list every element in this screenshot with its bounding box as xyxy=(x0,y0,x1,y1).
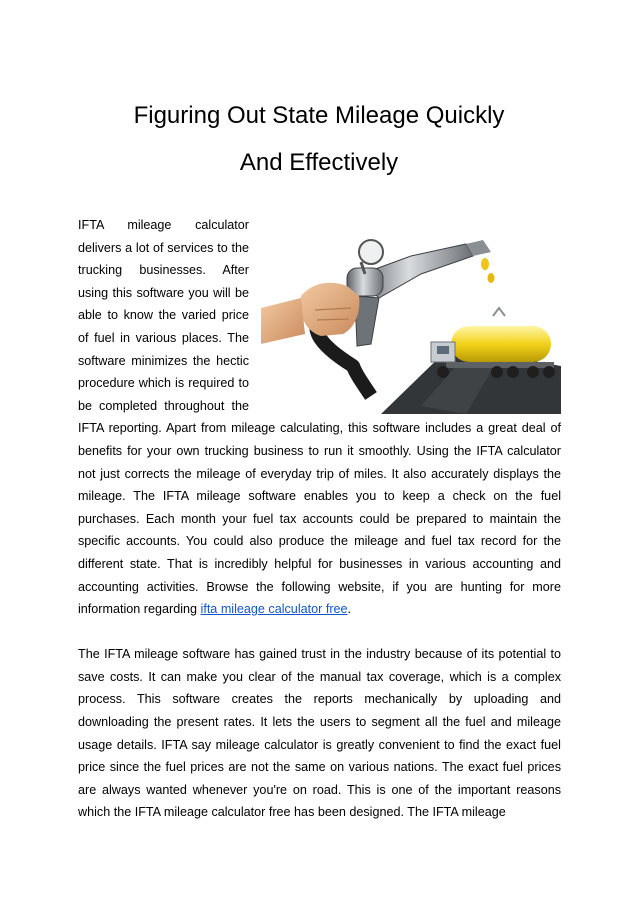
paragraph-1-text: IFTA mileage calculator delivers a lot of services to the trucking businesses. After using this software you will be able to know the varied price of fuel in various places. The software minimizes the hectic procedure which is required to be completed throughout the IFTA reporting. Apart from mileage calculating, this software includes a great deal of benefits for your own trucking business to run it smoothly. Using the IFTA calculator not just corrects the mileage of everyday trip of miles. It also accurately displays the mileage. The IFTA mileage software enables you to keep a check on the fuel purchases. Each month your fuel tax accounts could be prepared to maintain the specific accounts. You could also produce the mileage and fuel tax record for the different state. That is incredibly helpful for businesses in various accounting and accounting activities. Browse the following website, if you are hunting for more information regarding xyxy=(78,218,561,617)
ifta-mileage-calculator-link[interactable]: ifta mileage calculator free xyxy=(200,602,348,617)
fuel-nozzle-truck-image xyxy=(261,216,561,414)
paragraph-1-end: . xyxy=(347,602,352,617)
article-body xyxy=(78,214,561,824)
title-line-2: And Effectively xyxy=(239,149,399,176)
paragraph-2: The IFTA mileage software has gained trust in the industry because of its potential to save costs. It can make you clear of the manual tax coverage, which is a complex process. This software creates the reports mechanically by uploading and downloading the present rates. It lets the users to segment all the fuel and mileage usage details. IFTA say mileage calculator is greatly convenient to find the exact fuel price since the fuel prices are not the same on various nations. The exact fuel prices are always wanted whenever you're on road. This is one of the important reasons which the IFTA mileage calculator free has been designed. The IFTA mileage xyxy=(78,647,561,820)
title-line-1: Figuring Out State Mileage Quickly xyxy=(133,102,505,129)
fuel-illustration xyxy=(261,216,561,414)
page-title xyxy=(70,92,568,186)
